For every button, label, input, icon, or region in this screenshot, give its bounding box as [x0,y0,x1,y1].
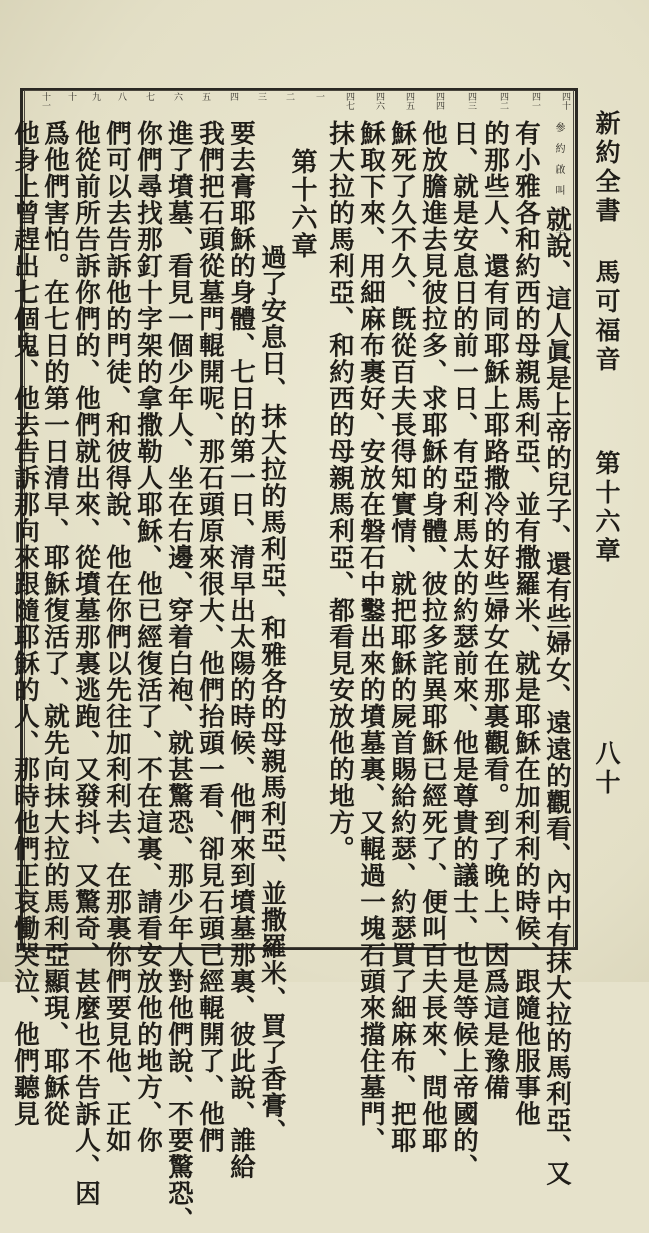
verse-number: 四四 [434,92,444,110]
chapter-heading: 第十六章 [287,148,317,260]
verse-number: 四五 [404,92,414,110]
verse-number: 一 [314,92,324,101]
verse-number: 四一 [530,92,540,110]
verse-number: 二 [284,92,294,101]
text-column: 他從前所告訴你們的、他們就出來、從墳墓那裏逃跑、又發抖、又驚奇、甚麼也不告訴人、因 [71,120,101,1207]
text-column: 就說、這人眞是上帝的兒子、還有些婦女、遠遠的觀看、內中有抹大拉的馬利亞、又 [542,206,572,1187]
verse-number: 三 [256,92,266,101]
verse-number: 八 [116,92,126,101]
text-column: 我們把石頭從墓門輥開呢、那石頭原來很大、他們抬頭一看、卻見石頭已經輥開了、他們 [195,120,225,1154]
verse-number: 六 [172,92,182,101]
verse-number: 七 [144,92,154,101]
header-chapter: 第十六章 [592,450,621,566]
text-column: 的那些人、還有同耶穌上耶路撒冷的好些婦女在那裏觀看。到了晚上、因爲這是豫備 [480,120,510,1101]
text-column: 你們尋找那釘十字架的拿撒勒人耶穌、他已經復活了、不在這裏、請看安放他的地方、你 [133,120,163,1154]
text-column: 穌死了久不久、旣從百夫長得知實情、就把耶穌的屍首賜給約瑟、約瑟買了細麻布、把耶 [387,120,417,1154]
text-column: 抹大拉的馬利亞、和約西的母親馬利亞、都看見安放他的地方。 [325,120,355,862]
text-column: 穌取下來、用細麻布裹好、安放在磐石中鑿出來的墳墓裏、又輥過一塊石頭來擋住墓門、 [356,120,386,1154]
verse-number-strip [28,92,574,118]
text-column: 們可以去告訴他的門徒、和彼得說、他在你們以先往加利利去、在那裏你們要見他、正如 [102,120,132,1154]
marginal-note: 參 約 啟 叫 二 宇 [553,122,564,237]
text-column: 要去膏耶穌的身體、七日的第一日、清早出太陽的時候、他們來到墳墓那裏、彼此說、誰給 [226,120,256,1180]
text-column: 進了墳墓、看見一個少年人、坐在右邊、穿着白袍、就甚驚恐、那少年人對他們說、不要驚恐、 [164,120,194,1233]
page-number: 八十 [592,740,621,798]
verse-number: 四七 [344,92,354,110]
text-column: 有小雅各和約西的母親馬利亞、並有撒羅米、就是耶穌在加利利的時候、跟隨他服事他 [511,120,541,1127]
verse-number: 四二 [498,92,508,110]
book-title: 新約全書 馬可福音 [592,110,621,375]
verse-number: 四六 [374,92,384,110]
text-column: 日、就是安息日的前一日、有亞利馬太的約瑟前來、他是尊貴的議士、也是等候上帝國的、 [449,120,479,1180]
verse-number: 四十 [560,92,570,110]
verse-number: 五 [200,92,210,101]
text-column: 過了安息日、抹大拉的馬利亞、和雅各的母親馬利亞、並撒羅米、買了香膏、 [257,244,287,1145]
text-column: 他放膽進去見彼拉多、求耶穌的身體、彼拉多詫異耶穌已經死了、便叫百夫長來、問他耶 [418,120,448,1154]
verse-number: 四三 [466,92,476,110]
text-column: 他身上曾趕出七個鬼、他去告訴那向來跟隨耶穌的人、那時他們正哀慟哭泣、他們聽見 [10,120,40,1127]
verse-number: 十 [66,92,76,101]
verse-number: 九 [90,92,100,101]
verse-number: 四 [228,92,238,101]
text-column: 爲他們害怕。在七日的第一日清早、耶穌復活了、就先向抹大拉的馬利亞顯現、耶穌從 [40,120,70,1127]
verse-number: 十一 [40,92,50,110]
